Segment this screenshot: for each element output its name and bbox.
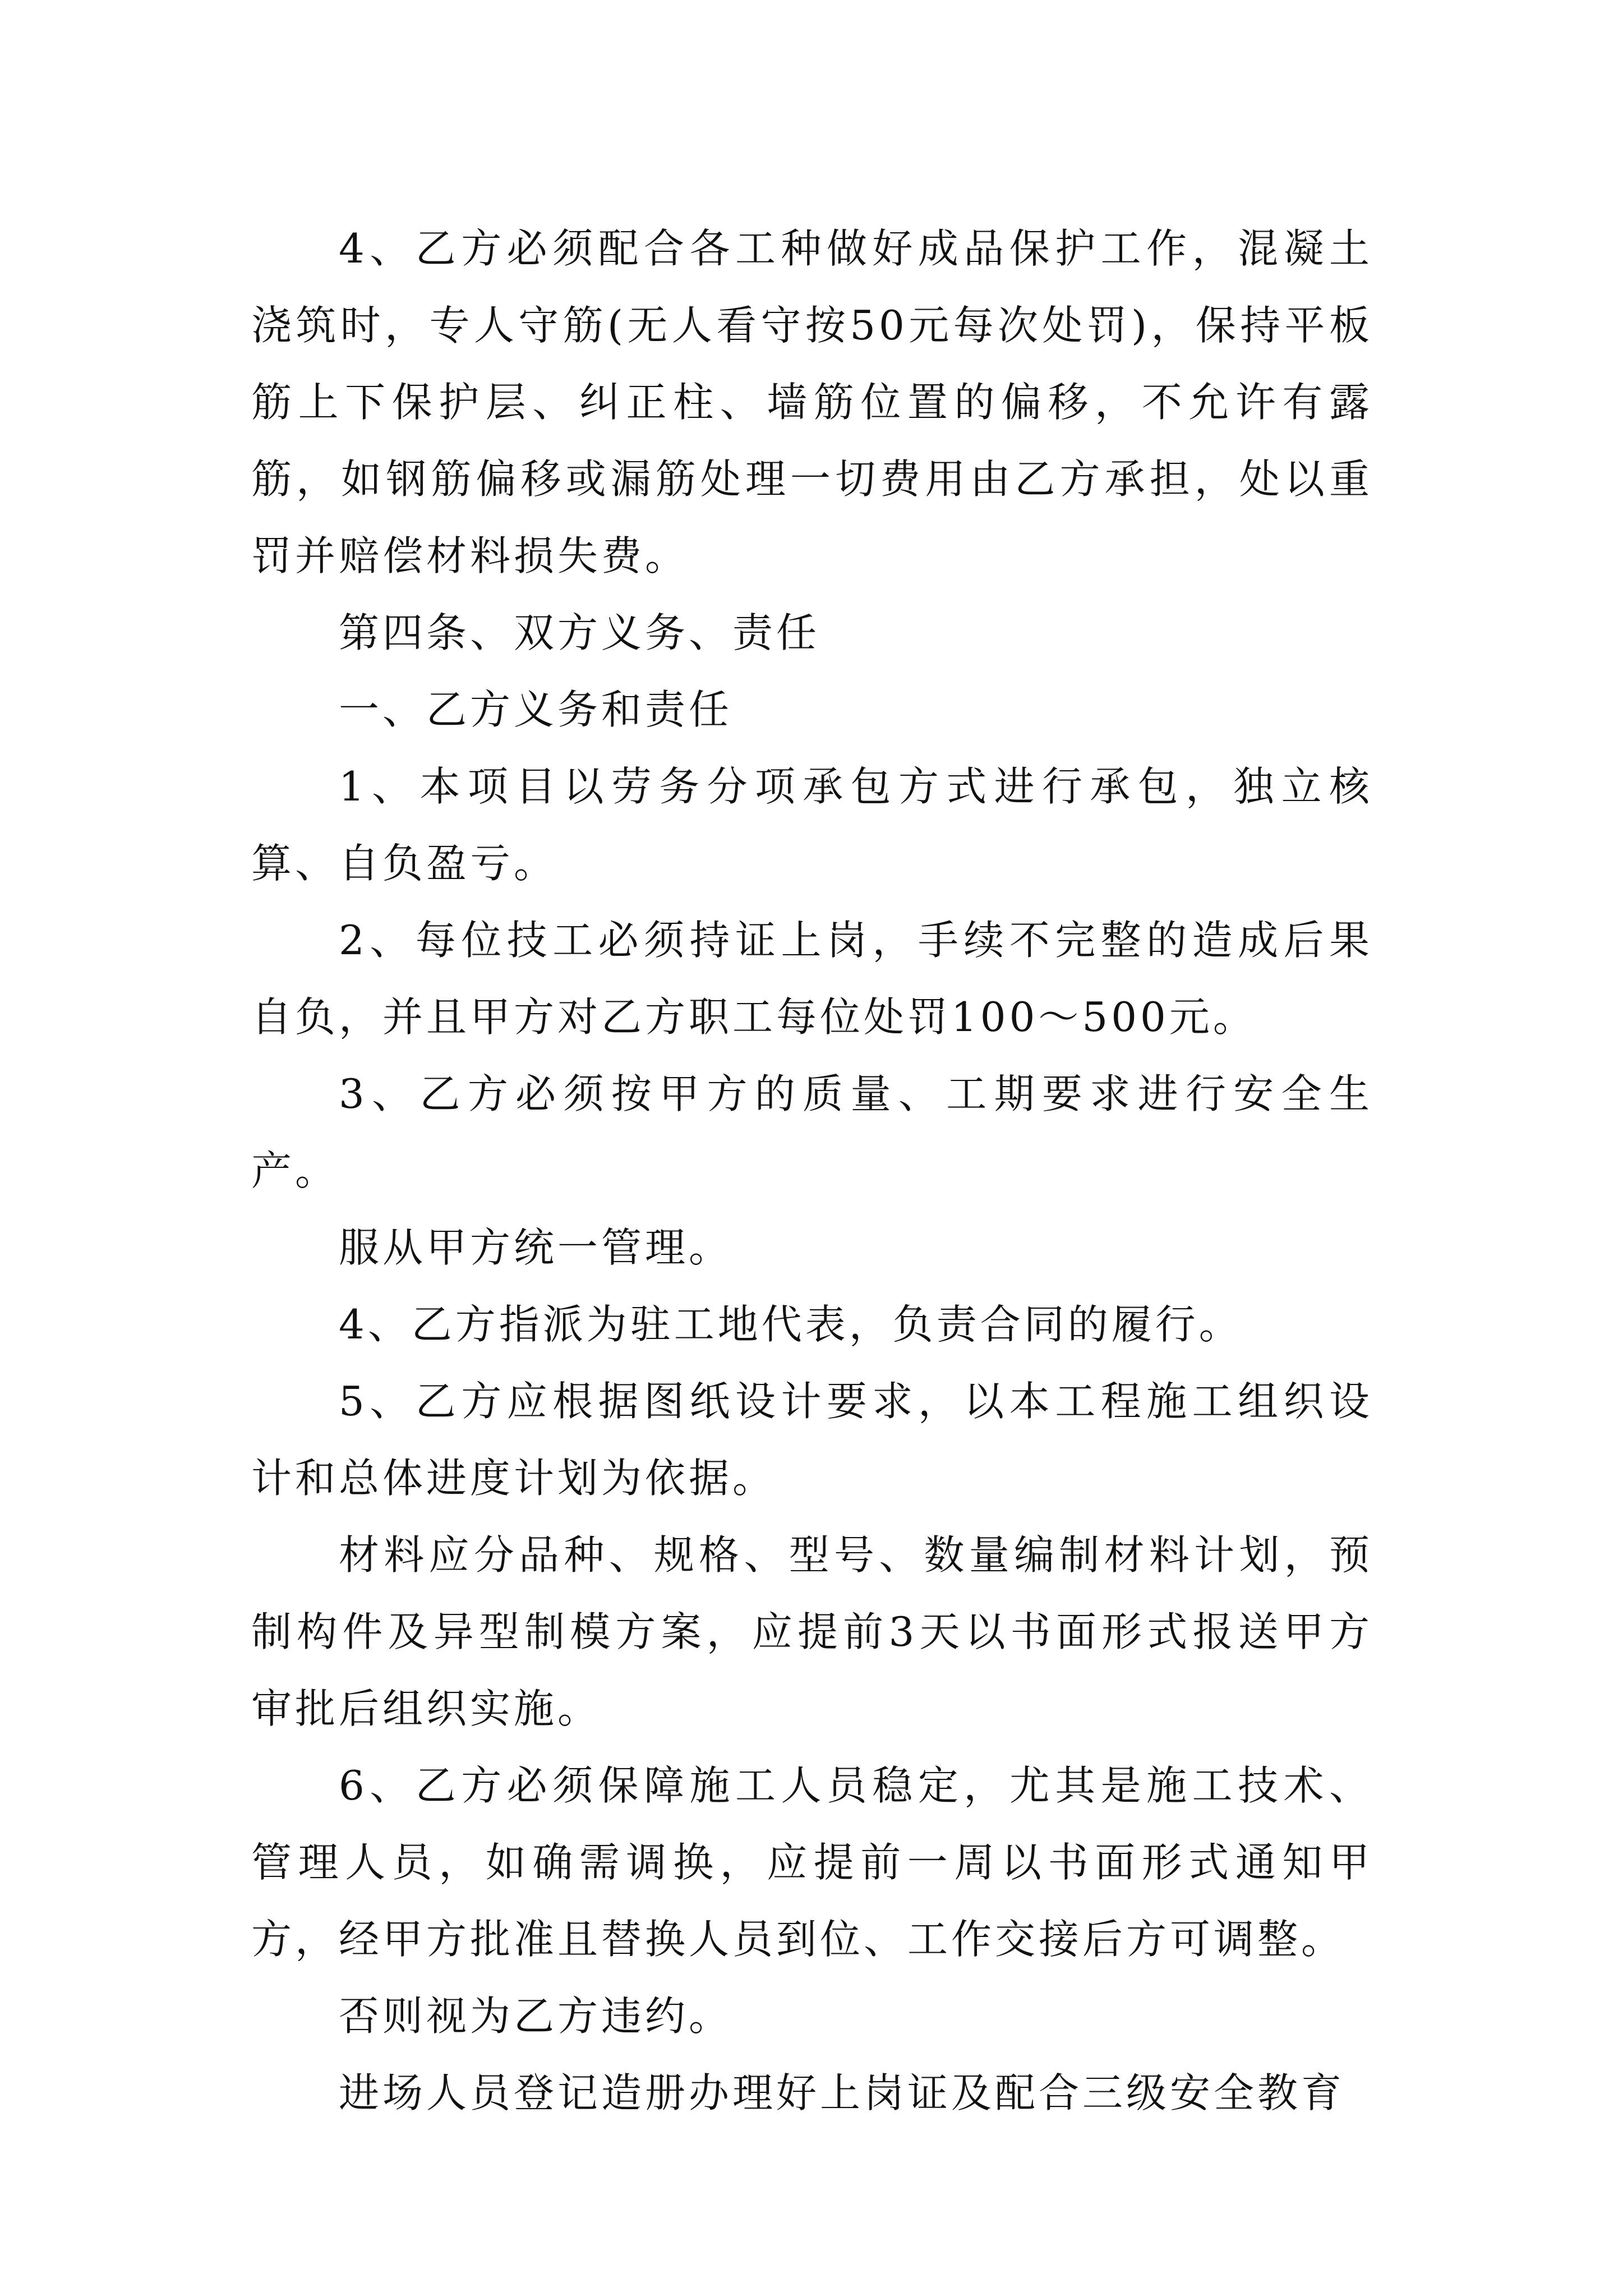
paragraph-item-5: 5、乙方应根据图纸设计要求，以本工程施工组织设计和总体进度计划为依据。 xyxy=(251,1378,1373,1502)
paragraph-item-3: 3、乙方必须按甲方的质量、工期要求进行安全生产。 xyxy=(251,1070,1373,1194)
paragraph-item-1: 1、本项目以劳务分项承包方式进行承包，独立核算、自负盈亏。 xyxy=(251,763,1373,887)
paragraph-item-4: 4、乙方指派为驻工地代表，负责合同的履行。 xyxy=(339,1301,1243,1348)
paragraph-item-6-continued: 否则视为乙方违约。 xyxy=(339,1993,733,2040)
paragraph-item-3-continued: 服从甲方统一管理。 xyxy=(339,1224,733,1271)
subsection-heading-party-b-obligations: 一、乙方义务和责任 xyxy=(339,686,733,733)
section-heading-article-four: 第四条、双方义务、责任 xyxy=(339,609,820,656)
paragraph-item-2: 2、每位技工必须持证上岗，手续不完整的造成后果自负，并且甲方对乙方职工每位处罚100～500元。 xyxy=(251,917,1373,1041)
paragraph-item-6: 6、乙方必须保障施工人员稳定，尤其是施工技术、管理人员，如确需调换，应提前一周以书面形式通知甲方，经甲方批准且替换人员到位、工作交接后方可调整。 xyxy=(251,1762,1373,1963)
document-body xyxy=(251,210,1373,2132)
paragraph-finished-product-protection: 4、乙方必须配合各工种做好成品保护工作，混凝土浇筑时，专人守筋(无人看守按50元每次处罚)，保持平板筋上下保护层、纠正柱、墙筋位置的偏移，不允许有露筋，如钢筋偏移或漏筋处理一切费用由乙方承担，处以重罚并赔偿材料损失费。 xyxy=(251,225,1373,579)
paragraph-registration: 进场人员登记造册办理好上岗证及配合三级安全教育 xyxy=(339,2069,1345,2116)
paragraph-material-plan: 材料应分品种、规格、型号、数量编制材料计划，预制构件及异型制模方案，应提前3天以书面形式报送甲方审批后组织实施。 xyxy=(251,1531,1373,1732)
